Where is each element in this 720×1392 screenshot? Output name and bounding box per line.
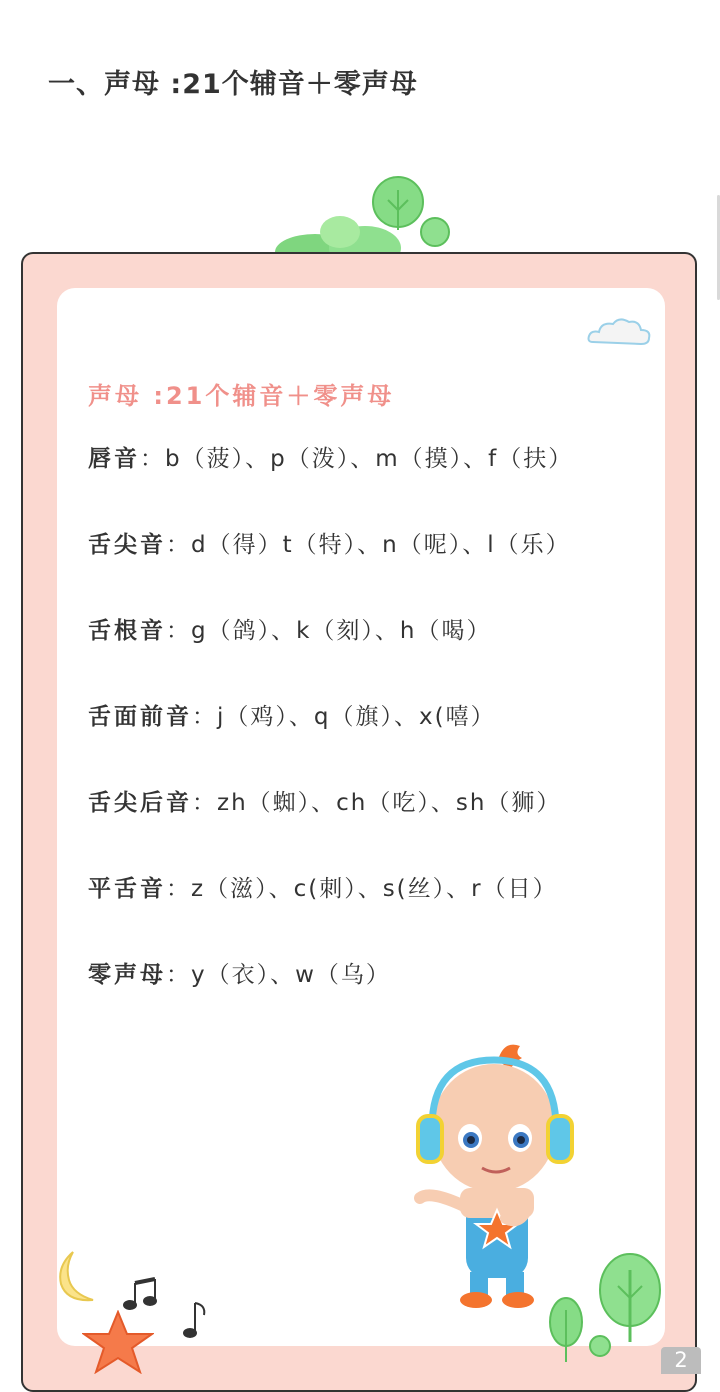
list-item [88,782,636,824]
category-sounds: ：g（鸽）、k（刻）、h（喝） [166,618,492,644]
category-sounds: ：d（得）t（特）、n（呢）、l（乐） [166,532,571,558]
page-heading: 一、声母 :21个辅音＋零声母 [48,69,418,100]
category-label: 舌根音 [88,618,166,644]
category-label: 零声母 [88,962,166,988]
star-icon [82,1310,154,1374]
category-sounds: ：b（菠）、p（泼）、m（摸）、f（扶） [140,446,574,472]
consonant-card [21,252,697,1392]
consonant-list [88,438,636,1040]
list-item [88,438,636,480]
category-label: 平舌音 [88,876,166,902]
list-item [88,524,636,566]
cartoon-kid-icon [410,1040,590,1315]
cloud-icon [585,314,655,350]
category-sounds: ：z（滋）、c(刺）、s(丝）、r（日） [166,876,558,902]
page-number-badge: 2 [661,1347,701,1374]
list-item [88,696,636,738]
list-item [88,610,636,652]
category-label: 唇音 [88,446,140,472]
category-label: 舌尖音 [88,532,166,558]
category-label: 舌面前音 [88,704,192,730]
category-sounds: ：zh（蜘）、ch（吃）、sh（狮） [192,790,562,816]
trees-decoration-icon [270,170,470,260]
category-sounds: ：y（衣）、w（乌） [166,962,391,988]
category-label: 舌尖后音 [88,790,192,816]
list-item [88,954,636,996]
moon-icon [55,1250,97,1306]
card-title: 声母 :21个辅音＋零声母 [88,382,395,410]
category-sounds: ：j（鸡）、q（旗）、x(嘻） [192,704,496,730]
list-item [88,868,636,910]
